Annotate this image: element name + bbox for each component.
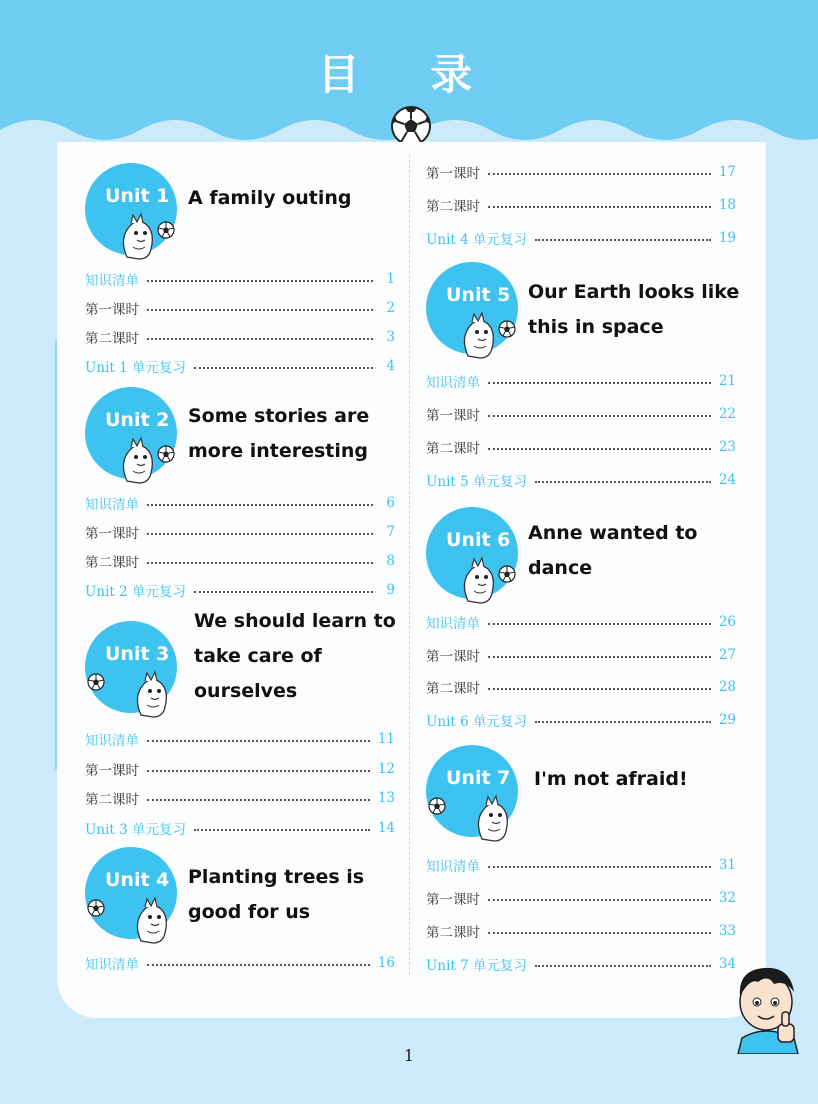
toc-entry-label: 第一课时 xyxy=(426,892,480,908)
unit-title-line: A family outing xyxy=(188,187,352,209)
toc-page-number: 6 xyxy=(386,495,395,511)
toc-entry-label: Unit 3 单元复习 xyxy=(85,821,186,838)
unit-title-line: Some stories are xyxy=(188,405,370,427)
soccer-ball-icon xyxy=(87,899,105,917)
dot-leader xyxy=(147,504,373,506)
toc-entry-label: 知识清单 xyxy=(85,273,139,289)
toc-page-number: 28 xyxy=(718,679,736,695)
toc-page-number: 31 xyxy=(718,857,736,873)
dot-leader xyxy=(147,740,370,742)
dot-leader xyxy=(488,382,711,384)
dot-leader xyxy=(488,932,711,934)
toc-page-number: 7 xyxy=(386,524,395,540)
toc-entry[interactable] xyxy=(85,327,395,347)
unit-title-line: I'm not afraid! xyxy=(534,768,688,790)
dot-leader xyxy=(535,721,711,723)
unit-title xyxy=(528,516,697,586)
dot-leader xyxy=(147,770,370,772)
toc-entry-label: 第一课时 xyxy=(426,166,480,182)
toc-entry[interactable] xyxy=(426,612,736,632)
toc-entry[interactable] xyxy=(426,954,736,974)
soccer-ball-icon xyxy=(157,221,175,239)
toc-entry[interactable] xyxy=(426,470,736,490)
toc-entry-label: 知识清单 xyxy=(85,957,139,973)
toc-entry[interactable] xyxy=(85,493,395,513)
dinosaur-mascot-icon xyxy=(125,667,181,719)
toc-page-number: 26 xyxy=(718,614,736,630)
dot-leader xyxy=(488,688,711,690)
dinosaur-mascot-icon xyxy=(466,791,522,843)
soccer-ball-icon xyxy=(428,797,446,815)
toc-entry[interactable] xyxy=(85,818,395,838)
dot-leader xyxy=(147,964,370,966)
unit-title xyxy=(188,181,352,216)
toc-entry-label: Unit 1 单元复习 xyxy=(85,360,186,376)
dot-leader xyxy=(194,367,373,369)
boy-thumbs-up-icon xyxy=(728,958,804,1054)
toc-entry-label: 第二课时 xyxy=(426,441,480,457)
toc-entry-label: 第二课时 xyxy=(85,555,139,571)
toc-entry[interactable] xyxy=(426,371,736,391)
unit-title xyxy=(534,762,688,797)
toc-entry-label: 第一课时 xyxy=(85,762,139,779)
toc-page-number: 27 xyxy=(718,646,736,663)
soccer-ball-icon xyxy=(157,445,175,463)
toc-entry[interactable] xyxy=(426,921,736,941)
dot-leader xyxy=(147,799,370,801)
toc-entry[interactable] xyxy=(85,356,395,376)
toc-page-number: 33 xyxy=(718,923,736,939)
toc-page-number: 24 xyxy=(718,472,736,488)
dot-leader xyxy=(535,965,711,967)
toc-entry[interactable] xyxy=(85,298,395,318)
unit-title-line: Planting trees is xyxy=(188,866,365,888)
dot-leader xyxy=(147,309,373,311)
toc-page-number: 1 xyxy=(386,271,395,287)
toc-entry[interactable] xyxy=(426,195,736,215)
toc-page-number: 34 xyxy=(718,956,736,972)
toc-entry-label: 知识清单 xyxy=(426,616,480,632)
toc-entry-label: 第一课时 xyxy=(426,408,480,424)
toc-page-number: 32 xyxy=(718,890,736,906)
unit-label: Unit 4 xyxy=(105,869,170,891)
dot-leader xyxy=(488,866,711,868)
toc-entry[interactable] xyxy=(426,404,736,424)
toc-page-number: 22 xyxy=(718,406,736,422)
toc-entry[interactable] xyxy=(426,228,736,248)
toc-entry-label: 知识清单 xyxy=(85,497,139,513)
toc-entry-label: 第一课时 xyxy=(85,526,139,542)
column-divider xyxy=(409,155,410,975)
dot-leader xyxy=(488,656,711,658)
toc-entry-label: 第二课时 xyxy=(426,681,480,697)
soccer-ball-icon xyxy=(498,320,516,338)
toc-entry[interactable] xyxy=(426,855,736,875)
toc-entry[interactable] xyxy=(85,759,395,779)
toc-entry-label: 知识清单 xyxy=(426,859,480,875)
toc-entry-label: 第一课时 xyxy=(85,302,139,318)
unit-title-line: Our Earth looks like xyxy=(528,281,740,303)
dot-leader xyxy=(488,899,711,901)
toc-entry[interactable] xyxy=(85,551,395,571)
unit-title-line: more interesting xyxy=(188,440,369,462)
unit-label: Unit 5 xyxy=(446,284,511,306)
toc-entry-label: 第二课时 xyxy=(85,792,139,808)
unit-title xyxy=(188,399,369,469)
toc-entry[interactable] xyxy=(85,953,395,973)
toc-entry[interactable] xyxy=(426,162,736,182)
soccer-ball-icon xyxy=(390,105,432,147)
dot-leader xyxy=(488,206,711,208)
page-title: 目 录 xyxy=(317,50,501,99)
toc-page-number: 14 xyxy=(377,819,395,836)
unit-title-line: good for us xyxy=(188,901,311,923)
toc-entry[interactable] xyxy=(426,645,736,665)
toc-page-number: 12 xyxy=(377,760,395,777)
toc-entry-label: Unit 5 单元复习 xyxy=(426,474,527,490)
unit-label: Unit 6 xyxy=(446,529,511,551)
toc-page-number: 29 xyxy=(718,711,736,728)
soccer-ball-icon xyxy=(87,673,105,691)
toc-entry-label: 第一课时 xyxy=(426,648,480,665)
dot-leader xyxy=(194,829,370,831)
toc-entry-label: 第二课时 xyxy=(426,925,480,941)
unit-title-line: We should learn to xyxy=(194,610,396,632)
dot-leader xyxy=(535,239,711,241)
toc-page-number: 23 xyxy=(718,439,736,455)
toc-entry-label: 第二课时 xyxy=(426,199,480,215)
toc-entry[interactable] xyxy=(85,269,395,289)
toc-page-number: 19 xyxy=(718,230,736,246)
toc-entry[interactable] xyxy=(426,710,736,730)
unit-title-line: ourselves xyxy=(194,680,298,702)
toc-page-number: 13 xyxy=(377,790,395,806)
toc-page-number: 11 xyxy=(377,731,395,747)
dot-leader xyxy=(488,448,711,450)
toc-page-number: 2 xyxy=(386,300,395,316)
dot-leader xyxy=(147,562,373,564)
unit-title xyxy=(528,275,739,345)
toc-page-number: 9 xyxy=(386,582,395,598)
dot-leader xyxy=(488,623,711,625)
unit-title-line: take care of xyxy=(194,645,322,667)
unit-title-line: this in space xyxy=(528,316,664,338)
toc-page-number: 17 xyxy=(718,164,736,180)
toc-page-number: 18 xyxy=(718,197,736,213)
toc-entry-label: Unit 4 单元复习 xyxy=(426,232,527,248)
dot-leader xyxy=(194,591,373,593)
toc-entry[interactable] xyxy=(426,437,736,457)
unit-title xyxy=(194,604,396,709)
toc-page-number: 8 xyxy=(386,553,395,569)
toc-entry-label: Unit 7 单元复习 xyxy=(426,958,527,974)
toc-page-number: 21 xyxy=(718,373,736,389)
unit-title xyxy=(188,860,364,930)
toc-entry[interactable] xyxy=(85,729,395,749)
toc-entry-label: 知识清单 xyxy=(85,733,139,749)
dot-leader xyxy=(535,481,711,483)
toc-entry-label: 第二课时 xyxy=(85,331,139,347)
toc-entry[interactable] xyxy=(426,888,736,908)
toc-page-number: 16 xyxy=(377,955,395,971)
unit-label: Unit 7 xyxy=(446,767,511,789)
unit-title-line: Anne wanted to xyxy=(528,522,698,544)
unit-label: Unit 3 xyxy=(105,643,170,665)
dot-leader xyxy=(147,533,373,535)
dinosaur-mascot-icon xyxy=(125,893,181,945)
toc-page-number: 4 xyxy=(386,358,395,374)
toc-page-number: 3 xyxy=(386,329,395,345)
dot-leader xyxy=(147,338,373,340)
page-number: 1 xyxy=(403,1046,415,1065)
unit-title-line: dance xyxy=(528,557,593,579)
toc-entry-label: Unit 2 单元复习 xyxy=(85,584,186,600)
unit-label: Unit 2 xyxy=(105,409,170,431)
dot-leader xyxy=(147,280,373,282)
soccer-ball-icon xyxy=(498,565,516,583)
toc-entry[interactable] xyxy=(85,522,395,542)
dot-leader xyxy=(488,415,711,417)
unit-label: Unit 1 xyxy=(105,185,170,207)
toc-entry-label: 知识清单 xyxy=(426,375,480,391)
dot-leader xyxy=(488,173,711,175)
toc-entry-label: Unit 6 单元复习 xyxy=(426,713,527,730)
toc-entry[interactable] xyxy=(85,788,395,808)
toc-entry[interactable] xyxy=(426,677,736,697)
toc-entry[interactable] xyxy=(85,580,395,600)
